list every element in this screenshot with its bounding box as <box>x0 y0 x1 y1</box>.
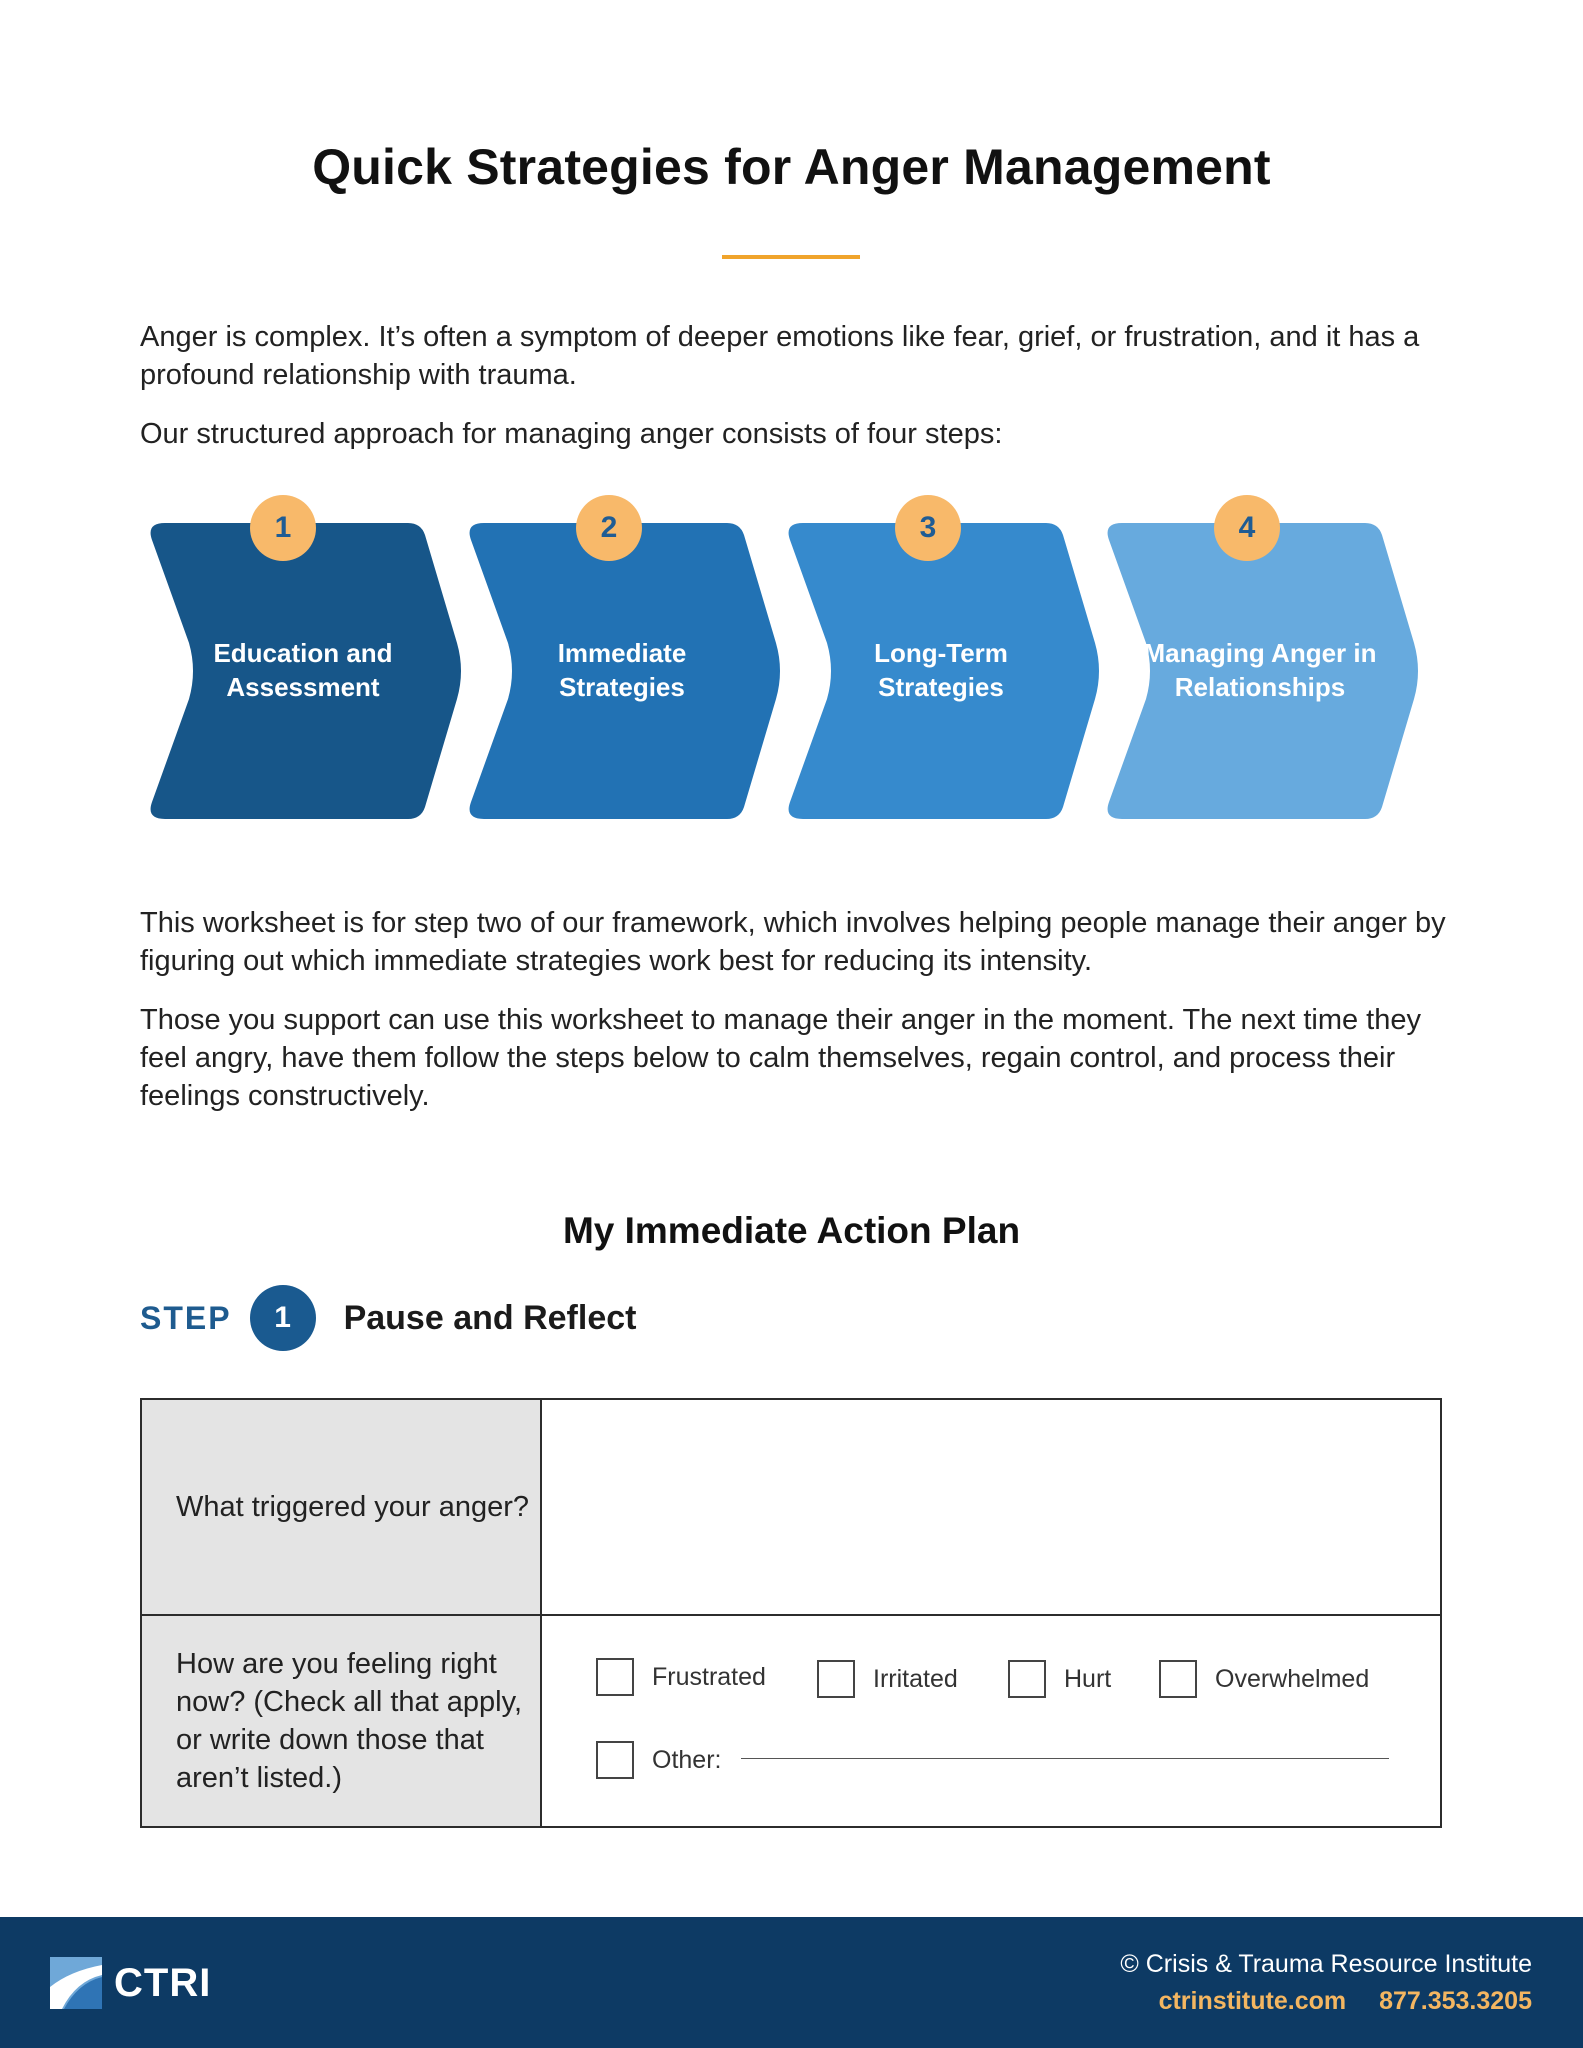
phone-number: 877.353.3205 <box>1379 1987 1532 2015</box>
page-title: Quick Strategies for Anger Management <box>312 139 1271 195</box>
footer-contact <box>1120 1947 1532 2021</box>
contact-line <box>1120 1981 1532 2021</box>
framework-step-3 <box>781 495 1101 825</box>
trigger-row <box>142 1400 1440 1616</box>
trigger-question: What triggered your anger? <box>142 1400 542 1614</box>
copyright-text: © Crisis & Trauma Resource Institute <box>1120 1950 1532 1978</box>
checkbox[interactable] <box>596 1741 634 1779</box>
feeling-label: Overwhelmed <box>1215 1664 1370 1693</box>
framework-step-4 <box>1100 495 1420 825</box>
logo-text: CTRI <box>114 1960 212 2005</box>
website-link[interactable]: ctrinstitute.com <box>1158 1987 1347 2015</box>
feelings-options <box>544 1616 1440 1826</box>
framework-steps <box>143 495 1443 825</box>
feeling-label: Irritated <box>873 1664 958 1693</box>
feelings-question: How are you feeling right now? (Check all that apply, or write down those that aren’t listed.) <box>142 1616 542 1826</box>
trigger-answer-field[interactable] <box>544 1400 1440 1614</box>
other-label: Other: <box>652 1745 722 1774</box>
step-number-circle: 1 <box>250 1285 316 1351</box>
framework-step-2 <box>462 495 782 825</box>
step-label: Education and Assessment <box>213 638 393 702</box>
framework-step-1 <box>143 495 463 825</box>
feeling-option-frustrated[interactable] <box>596 1658 766 1696</box>
step-title: Pause and Reflect <box>343 1298 637 1337</box>
checkbox[interactable] <box>817 1660 855 1698</box>
step-label: Managing Anger in Relationships <box>1143 638 1377 702</box>
step-label: Long-Term Strategies <box>874 638 1008 702</box>
body-paragraph-2: Those you support can use this worksheet to manage their anger in the moment. The next time they feel angry, have them follow the steps below to calm themselves, regain control, and process their feelings constructively. <box>140 1004 1421 1112</box>
body-paragraph-1: This worksheet is for step two of our framework, which involves helping people manage their anger by figuring out which immediate strategies work best for reducing its intensity. <box>140 907 1446 977</box>
checkbox[interactable] <box>596 1658 634 1696</box>
checkbox[interactable] <box>1159 1660 1197 1698</box>
reflection-table <box>140 1398 1442 1828</box>
step-number-badge: 4 <box>1214 495 1280 561</box>
footer <box>0 1917 1583 2048</box>
checkbox[interactable] <box>1008 1660 1046 1698</box>
action-plan-title: My Immediate Action Plan <box>562 1210 1021 1251</box>
step-label: Immediate Strategies <box>557 638 687 702</box>
feeling-option-overwhelmed[interactable] <box>1159 1660 1369 1698</box>
title-accent-rule <box>722 255 860 259</box>
feeling-option-hurt[interactable] <box>1008 1660 1111 1698</box>
ctri-logo-icon <box>50 1957 102 2009</box>
intro-paragraph-1: Anger is complex. It’s often a symptom of deeper emotions like fear, grief, or frustration, and it has a profound relationship with trauma. <box>140 321 1420 391</box>
feelings-row <box>142 1616 1440 1826</box>
intro-paragraph-2: Our structured approach for managing anger consists of four steps: <box>140 418 1003 450</box>
step-word: STEP <box>140 1299 232 1336</box>
other-write-in-line[interactable] <box>741 1758 1389 1759</box>
feeling-label: Hurt <box>1064 1664 1112 1693</box>
feeling-label: Frustrated <box>652 1662 766 1691</box>
step-heading <box>140 1283 636 1353</box>
ctri-logo <box>50 1957 211 2009</box>
feeling-option-irritated[interactable] <box>817 1660 958 1698</box>
step-number-badge: 1 <box>250 495 316 561</box>
step-number-badge: 2 <box>576 495 642 561</box>
feeling-option-other[interactable] <box>596 1741 721 1779</box>
step-number-badge: 3 <box>895 495 961 561</box>
